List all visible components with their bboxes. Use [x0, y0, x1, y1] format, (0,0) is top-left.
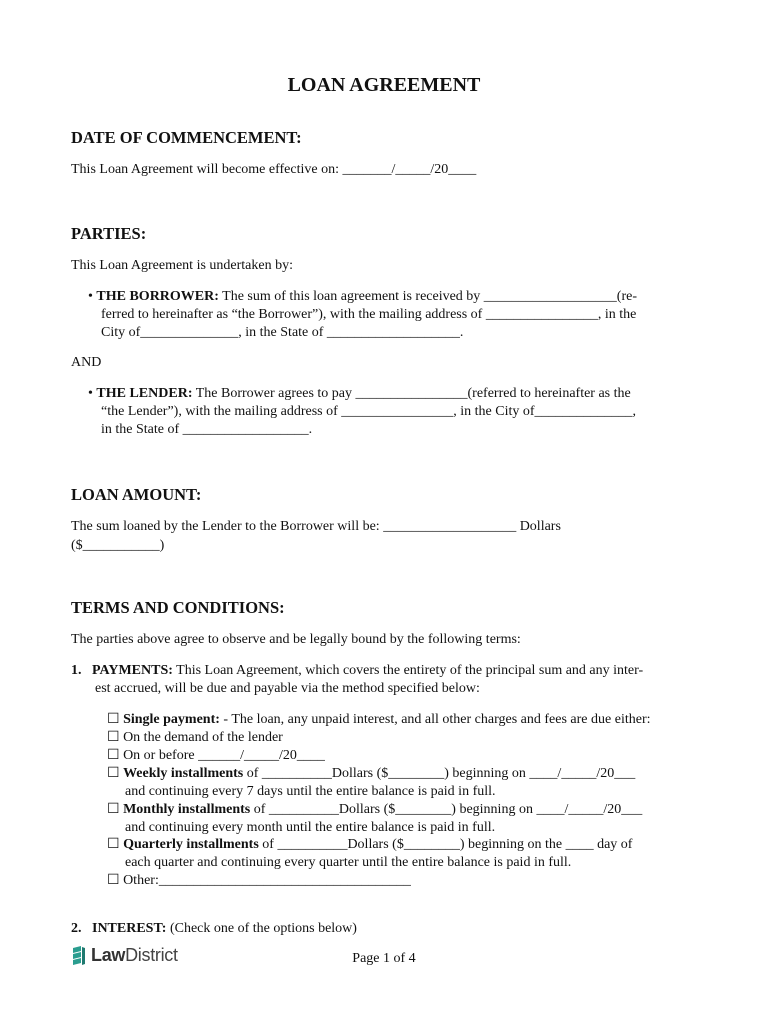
checkbox-icon[interactable]: ☐ [107, 802, 120, 817]
interest-label: INTEREST: [92, 921, 167, 936]
lender-line2: “the Lender”), with the mailing address of ________________, in the City of______________, [101, 404, 637, 419]
loan-amount-heading: LOAN AMOUNT: [71, 485, 202, 504]
terms-intro: The parties above agree to observe and be legally bound by the following terms: [71, 632, 521, 647]
borrower-line1: • THE BORROWER: The sum of this loan agreement is received by ___________________(re- [88, 289, 638, 304]
borrower-line3: City of______________, in the State of ___________________. [101, 325, 464, 340]
monthly-label: Monthly installments [123, 802, 251, 817]
item2-number: 2. [71, 921, 82, 936]
checkbox-icon[interactable]: ☐ [107, 730, 120, 745]
quarterly-text: of __________Dollars ($________) beginning on the ____ day of [258, 837, 633, 852]
checkbox-icon[interactable]: ☐ [107, 837, 120, 852]
parties-intro: This Loan Agreement is undertaken by: [71, 258, 293, 273]
single-payment-label: Single payment: [123, 712, 220, 727]
payments-text1: This Loan Agreement, which covers the entirety of the principal sum and any inter- [172, 663, 644, 678]
lender-line1: • THE LENDER: The Borrower agrees to pay ________________(referred to hereinafter as the [88, 386, 631, 401]
borrower-label: THE BORROWER: [96, 289, 219, 304]
option-other[interactable] [107, 872, 411, 890]
payments-label: PAYMENTS: [92, 663, 173, 678]
checkbox-icon[interactable]: ☐ [107, 712, 120, 727]
date-text: This Loan Agreement will become effective on: _______/_____/20____ [71, 162, 477, 177]
lender-text1: The Borrower agrees to pay ________________(referred to hereinafter as the [192, 386, 631, 401]
parties-heading: PARTIES: [71, 224, 147, 243]
quarterly-label: Quarterly installments [123, 837, 259, 852]
demand-text: On the demand of the lender [123, 730, 283, 745]
item1-number: 1. [71, 663, 82, 678]
lender-label: THE LENDER: [96, 386, 193, 401]
option-demand[interactable] [107, 729, 283, 747]
interest-text: (Check one of the options below) [166, 921, 357, 936]
option-monthly[interactable] [107, 801, 642, 819]
document-title: LOAN AGREEMENT [287, 74, 481, 96]
option-before[interactable] [107, 747, 325, 765]
weekly-label: Weekly installments [123, 766, 244, 781]
checkbox-icon[interactable]: ☐ [107, 873, 120, 888]
logo-wordmark-light: District [125, 945, 178, 965]
and-text: AND [71, 355, 102, 370]
weekly-continuation: and continuing every 7 days until the entire balance is paid in full. [125, 784, 496, 799]
option-weekly[interactable] [107, 765, 635, 783]
payments-line2: est accrued, will be due and payable via the method specified below: [95, 681, 480, 696]
borrower-text1: The sum of this loan agreement is received by ___________________(re- [218, 289, 638, 304]
borrower-line2: ferred to hereinafter as “the Borrower”), with the mailing address of ________________, in the [101, 307, 637, 322]
loan-amount-line2: ($___________) [71, 538, 165, 553]
other-text: Other:____________________________________ [123, 873, 411, 888]
page-number: Page 1 of 4 [352, 951, 416, 966]
monthly-text: of __________Dollars ($________) beginning on ____/_____/20___ [250, 802, 643, 817]
checkbox-icon[interactable]: ☐ [107, 766, 120, 781]
single-payment-text: - The loan, any unpaid interest, and all other charges and fees are due either: [219, 712, 651, 727]
logo-wordmark-bold: Law [91, 945, 126, 965]
option-single[interactable] [107, 711, 651, 729]
terms-heading: TERMS AND CONDITIONS: [71, 598, 285, 617]
weekly-text: of __________Dollars ($________) beginning on ____/_____/20___ [243, 766, 636, 781]
payments-line1 [71, 662, 643, 680]
before-text: On or before ______/_____/20____ [123, 748, 325, 763]
date-heading: DATE OF COMMENCEMENT: [71, 128, 302, 147]
monthly-continuation: and continuing every month until the entire balance is paid in full. [125, 820, 496, 835]
option-quarterly[interactable] [107, 836, 632, 854]
lender-line3: in the State of __________________. [101, 422, 313, 437]
checkbox-icon[interactable]: ☐ [107, 748, 120, 763]
interest-line [71, 920, 357, 938]
quarterly-continuation: each quarter and continuing every quarter until the entire balance is paid in full. [125, 855, 572, 870]
loan-amount-line1: The sum loaned by the Lender to the Borrower will be: ___________________ Dollars [71, 519, 561, 534]
